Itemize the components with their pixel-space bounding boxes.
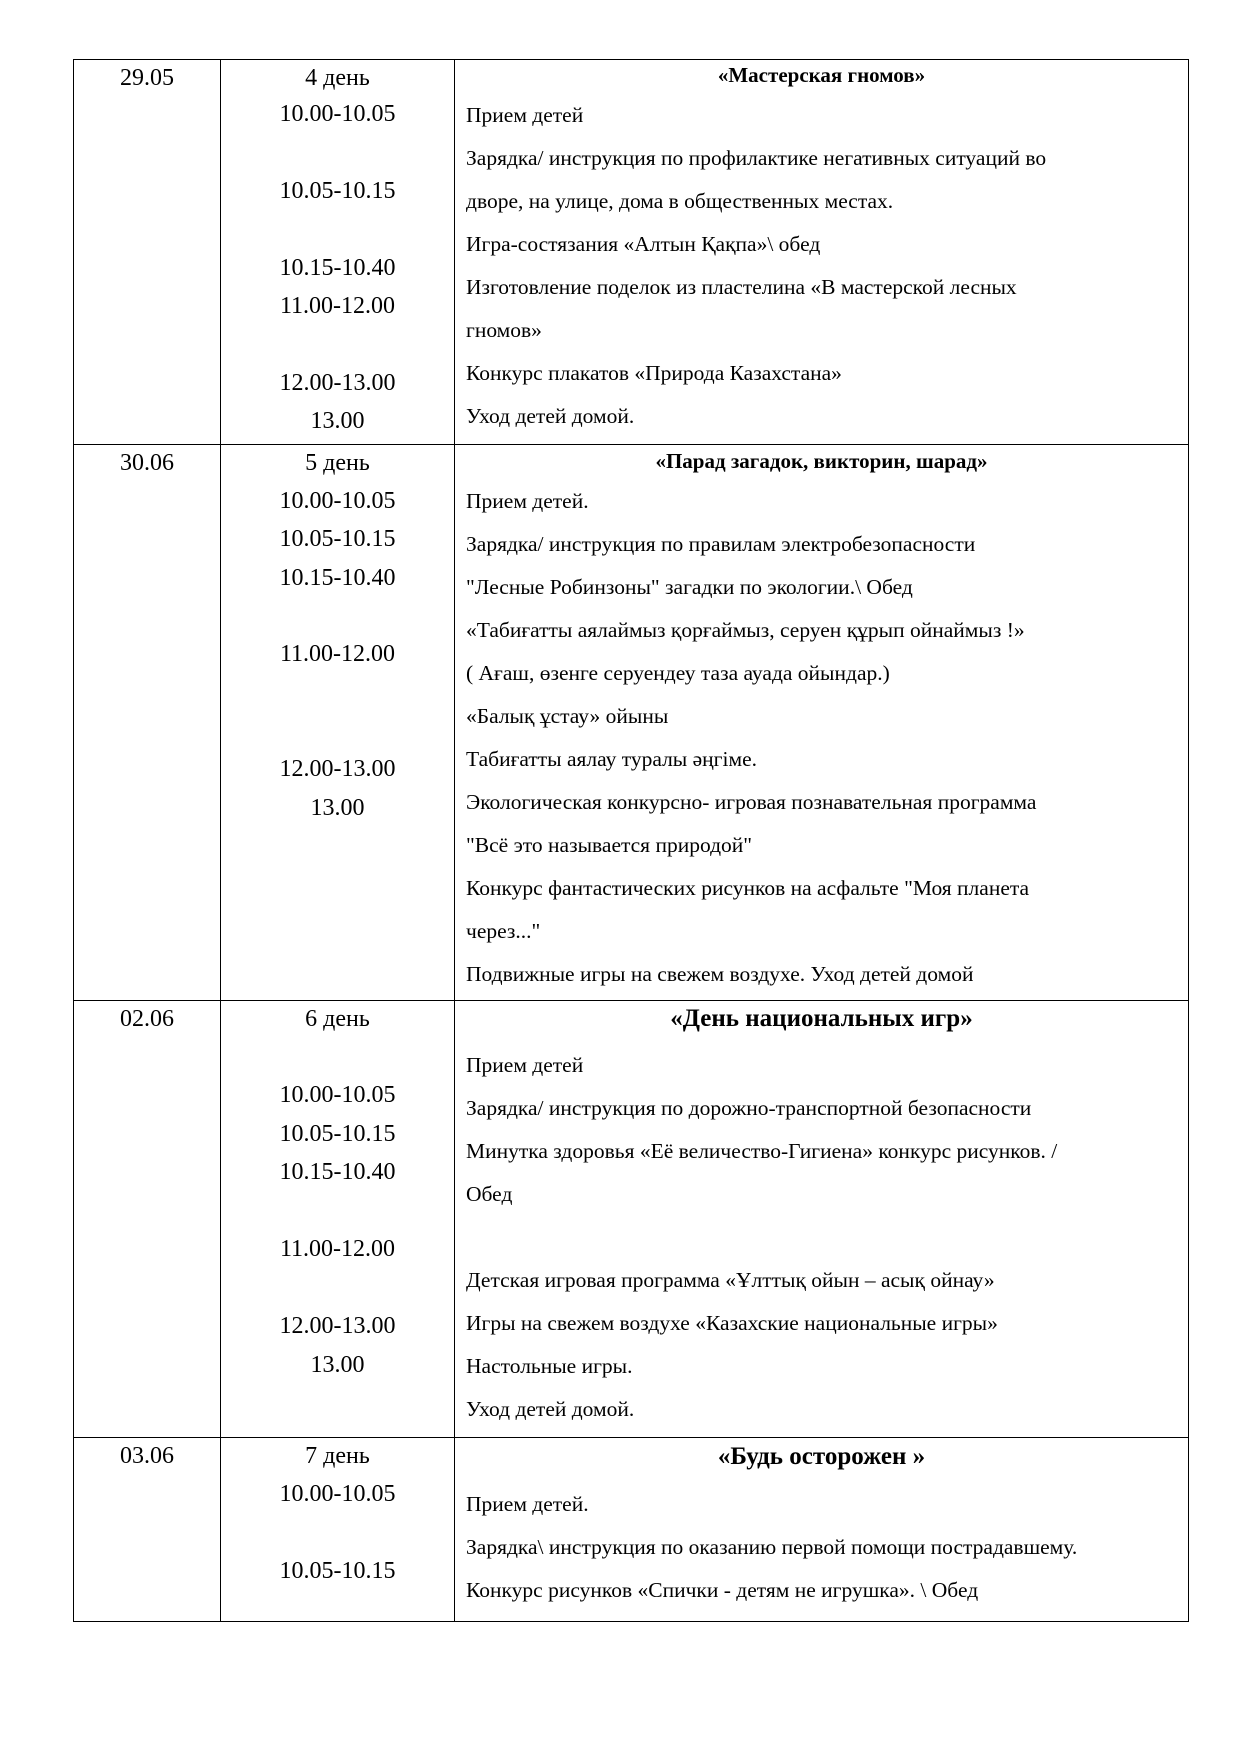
activity-line: Минутка здоровья «Её величество-Гигиена» конкурс рисунков. / [466, 1139, 1058, 1163]
day-theme-title: «Парад загадок, викторин, шарад» [655, 449, 988, 473]
activity-line: Уход детей домой. [466, 1397, 635, 1421]
time-slot: 10.00-10.05 [279, 101, 396, 127]
date-cell: 03.06 [74, 1438, 221, 1622]
activity-line: Настольные игры. [466, 1354, 633, 1378]
time-cell [221, 60, 455, 445]
time-slot: 10.00-10.05 [279, 1481, 396, 1507]
time-cell [221, 445, 455, 1001]
activity-line: Зарядка/ инструкция по дорожно-транспортной безопасности [466, 1096, 1032, 1120]
time-slot: 13.00 [310, 408, 365, 434]
time-slot: 11.00-12.00 [279, 1236, 396, 1262]
schedule-row [74, 1001, 1189, 1438]
activity-line: Конкурс плакатов «Природа Казахстана» [466, 361, 842, 385]
activity-line: Игры на свежем воздухе «Казахские национальные игры» [466, 1311, 998, 1335]
activity-line: через..." [466, 919, 541, 943]
time-slot: 12.00-13.00 [279, 1313, 396, 1339]
activity-line: Игра-состязания «Алтын Қақпа»\ обед [466, 232, 821, 256]
activity-line: Табиғатты аялау туралы әңгіме. [466, 747, 757, 771]
time-slot: 10.00-10.05 [279, 1082, 396, 1108]
schedule-row [74, 445, 1189, 1001]
activity-line: гномов» [466, 318, 542, 342]
activity-line: Обед [466, 1182, 513, 1206]
activity-line: Зарядка\ инструкция по оказанию первой помощи пострадавшему. [466, 1535, 1078, 1559]
schedule-row [74, 1438, 1189, 1622]
time-slot: 10.05-10.15 [279, 1121, 396, 1147]
day-theme-title: «Будь осторожен » [717, 1443, 926, 1470]
activity-line: "Всё это называется природой" [466, 833, 753, 857]
activity-line: "Лесные Робинзоны" загадки по экологии.\ Обед [466, 575, 913, 599]
time-slot: 10.00-10.05 [279, 488, 396, 514]
time-slot: 10.05-10.15 [279, 526, 396, 552]
activity-line: Зарядка/ инструкция по профилактике негативных ситуаций во [466, 146, 1047, 170]
activity-line: Прием детей. [466, 1492, 589, 1516]
activity-line: Прием детей [466, 1053, 584, 1077]
time-slot: 10.05-10.15 [279, 178, 396, 204]
activity-line: Прием детей. [466, 489, 589, 513]
activity-line: «Табиғатты аялаймыз қорғаймыз, серуен құрып ойнаймыз !» [466, 618, 1025, 642]
day-label: 7 день [305, 1443, 370, 1469]
activity-line: «Балық ұстау» ойыны [466, 704, 669, 728]
activity-line: ( Ағаш, өзенге серуендеу таза ауада ойындар.) [466, 661, 890, 685]
activity-line: Прием детей [466, 103, 584, 127]
date-cell: 02.06 [74, 1001, 221, 1438]
time-slot: 10.05-10.15 [279, 1558, 396, 1584]
time-slot: 12.00-13.00 [279, 756, 396, 782]
time-slot: 12.00-13.00 [279, 370, 396, 396]
day-label: 6 день [305, 1006, 370, 1032]
activity-line: Детская игровая программа «Ұлттық ойын – асық ойнау» [466, 1268, 995, 1292]
day-theme-title: «Мастерская гномов» [717, 63, 926, 87]
time-slot: 10.15-10.40 [279, 255, 396, 281]
time-slot: 13.00 [310, 795, 365, 821]
activity-cell [455, 60, 1189, 445]
time-slot: 11.00-12.00 [279, 293, 396, 319]
activity-line: Конкурс фантастических рисунков на асфальте "Моя планета [466, 876, 1030, 900]
day-label: 5 день [305, 450, 370, 476]
time-slot: 10.15-10.40 [279, 565, 396, 591]
schedule-table [73, 59, 1189, 1622]
time-slot: 11.00-12.00 [279, 641, 396, 667]
activity-line: Изготовление поделок из пластелина «В мастерской лесных [466, 275, 1017, 299]
activity-cell [455, 1438, 1189, 1622]
date-cell: 29.05 [74, 60, 221, 445]
schedule-row [74, 60, 1189, 445]
activity-line: Уход детей домой. [466, 404, 635, 428]
time-slot: 13.00 [310, 1352, 365, 1378]
time-cell [221, 1001, 455, 1438]
time-slot: 10.15-10.40 [279, 1159, 396, 1185]
activity-line: Подвижные игры на свежем воздухе. Уход детей домой [466, 962, 974, 986]
time-cell [221, 1438, 455, 1622]
activity-line: Экологическая конкурсно- игровая познавательная программа [466, 790, 1037, 814]
day-label: 4 день [305, 65, 370, 91]
activity-line: Зарядка/ инструкция по правилам электробезопасности [466, 532, 976, 556]
activity-line: Конкурс рисунков «Спички - детям не игрушка». \ Обед [466, 1578, 979, 1602]
day-theme-title: «День национальных игр» [670, 1005, 973, 1032]
activity-cell [455, 1001, 1189, 1438]
date-cell: 30.06 [74, 445, 221, 1001]
activity-cell [455, 445, 1189, 1001]
activity-line: дворе, на улице, дома в общественных местах. [466, 189, 894, 213]
